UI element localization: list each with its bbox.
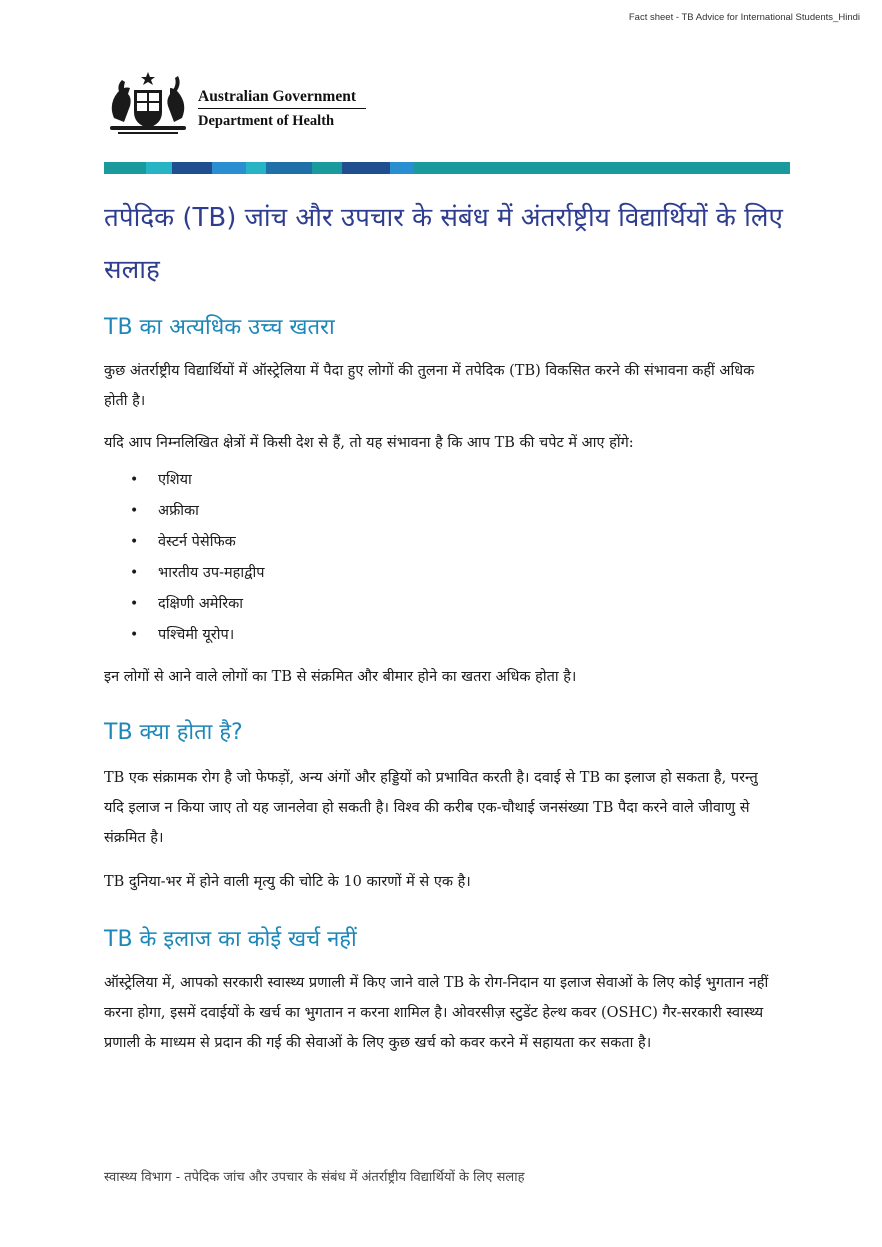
logo-divider — [198, 108, 366, 109]
paragraph: इन लोगों से आने वाले लोगों का TB से संक्रमित और बीमार होने का खतरा अधिक होता है। — [104, 669, 577, 685]
list-item: • अफ्रीका — [104, 496, 264, 527]
document-title: तपेदिक (TB) जांच और उपचार के संबंध में अंतर्राष्ट्रीय विद्यार्थियों के लिए सलाह — [104, 203, 783, 285]
government-name: Australian Government — [198, 88, 357, 105]
list-item: • भारतीय उप-महाद्वीप — [104, 558, 264, 589]
header-note: Fact sheet - TB Advice for International Students_Hindi — [628, 12, 860, 23]
coat-of-arms-icon — [104, 70, 192, 140]
paragraph: यदि आप निम्नलिखित क्षेत्रों में किसी देश से हैं, तो यह संभावना है कि आप TB की चपेट में आए होंगे: — [104, 435, 634, 451]
list-item: • पश्चिमी यूरोप। — [104, 620, 264, 651]
government-logo — [104, 70, 374, 140]
section-heading-what-is-tb: TB क्या होता है? — [104, 720, 243, 745]
color-stripe — [104, 162, 790, 174]
department-name: Department of Health — [198, 113, 335, 129]
section-heading-high-risk: TB का अत्यधिक उच्च खतरा — [104, 315, 335, 340]
page-footer: स्वास्थ्य विभाग - तपेदिक जांच और उपचार के संबंध में अंतर्राष्ट्रीय विद्यार्थियों के लिए सलाह — [104, 1170, 525, 1185]
list-item: • दक्षिणी अमेरिका — [104, 589, 264, 620]
paragraph: ऑस्ट्रेलिया में, आपको सरकारी स्वास्थ्य प्रणाली में किए जाने वाले TB के रोग-निदान या इलाज सेवाओं के लिए कोई भुगतान नहीं करना होगा, इसमें दवाईयों के खर्च का भुगतान न करना शामिल है। ओवरसीज़ स्टुडेंट हेल्थ कवर (OSHC) गैर-सरकारी स्वास्थ्य प्रणाली के माध्यम से प्रदान की गई की सेवाओं के लिए कुछ खर्च को कवर करने में सहायता कर सकता है। — [104, 975, 769, 1051]
paragraph: TB दुनिया-भर में होने वाली मृत्यु की चोटि के 10 कारणों में से एक है। — [104, 874, 471, 890]
paragraph: कुछ अंतर्राष्ट्रीय विद्यार्थियों में ऑस्ट्रेलिया में पैदा हुए लोगों की तुलना में तपेदिक (TB) विकसित करने की संभावना कहीं अधिक होती है। — [104, 363, 755, 409]
section-heading-no-cost: TB के इलाज का कोई खर्च नहीं — [104, 927, 357, 952]
list-item: • एशिया — [104, 465, 264, 496]
region-list — [104, 465, 264, 651]
paragraph: TB एक संक्रामक रोग है जो फेफड़ों, अन्य अंगों और हड्डियों को प्रभावित करती है। दवाई से TB का इलाज हो सकता है, परन्तु यदि इलाज न किया जाए तो यह जानलेवा हो सकती है। विश्व की करीब एक-चौथाई जनसंख्या TB पैदा करने वाले जीवाणु से संक्रमित है। — [104, 770, 758, 846]
list-item: • वेस्टर्न पेसेफिक — [104, 527, 264, 558]
